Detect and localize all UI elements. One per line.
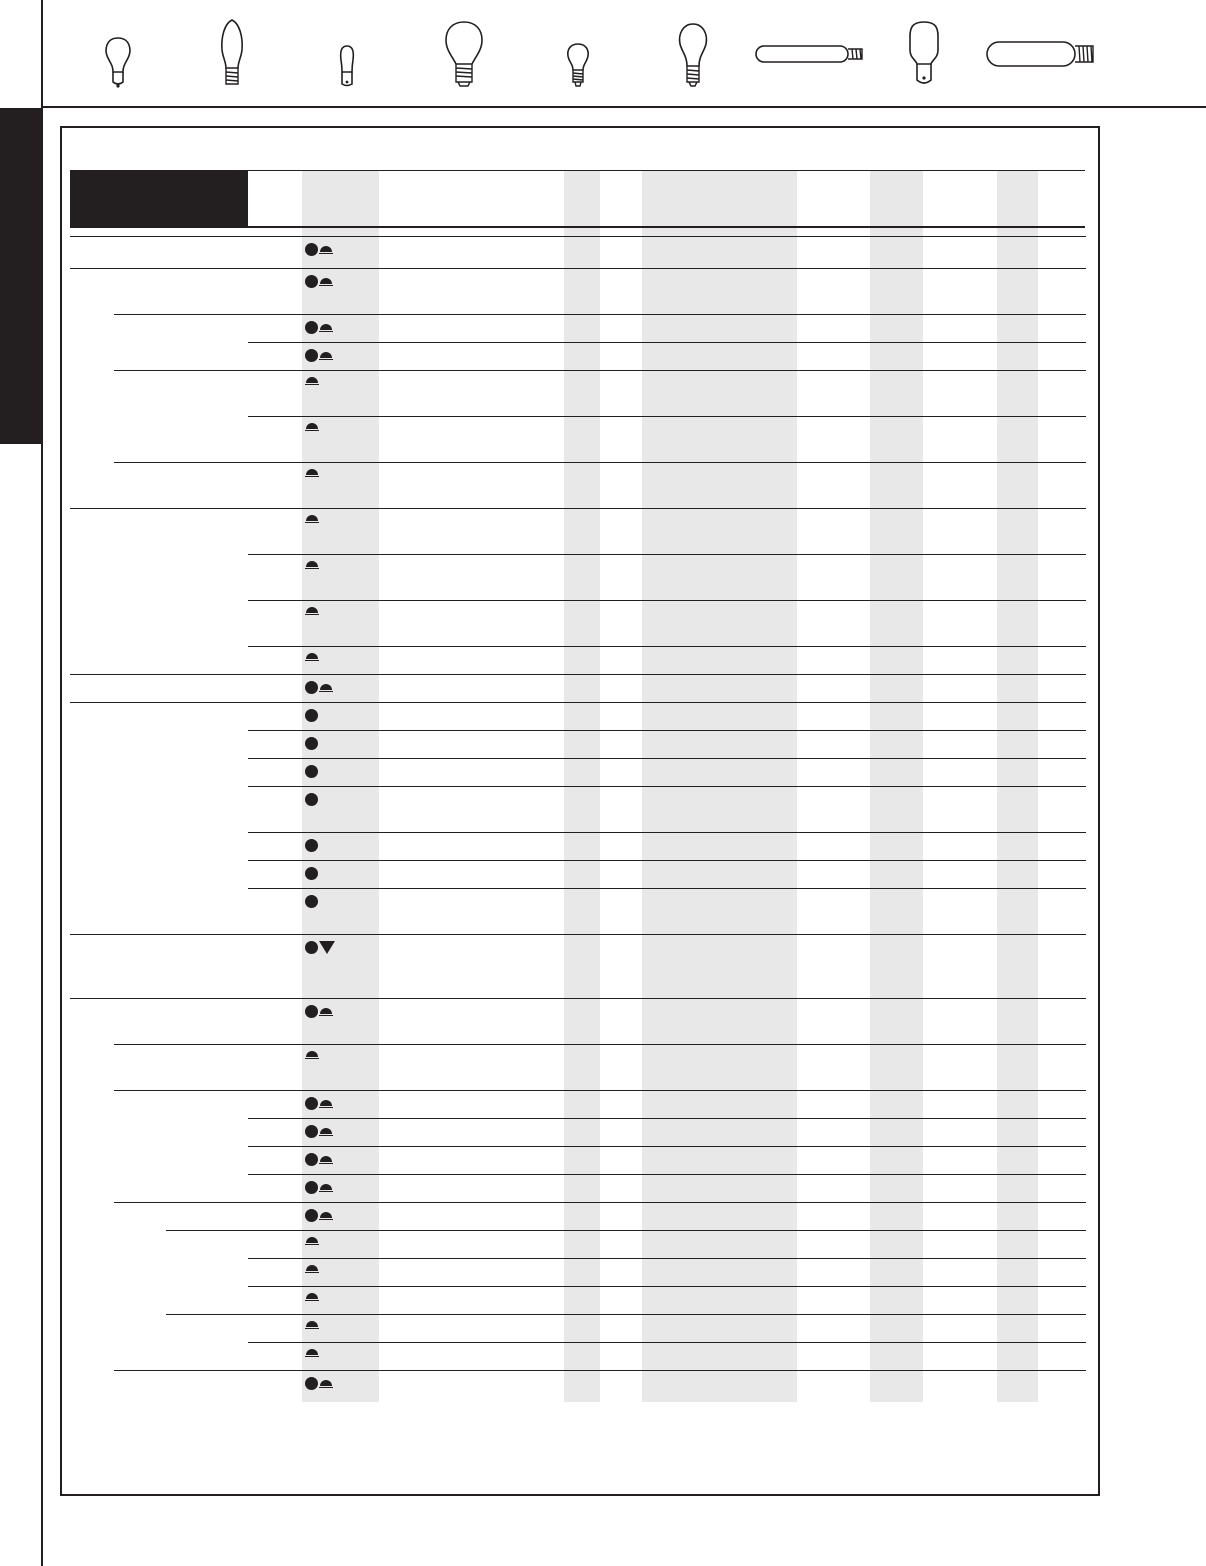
filled-circle-icon xyxy=(305,941,318,954)
row-symbols xyxy=(305,941,335,954)
row-separator xyxy=(114,1090,1086,1091)
row-symbols xyxy=(305,793,318,806)
dome-icon xyxy=(319,246,333,254)
filled-circle-icon xyxy=(305,1005,318,1018)
dome-icon xyxy=(305,1051,319,1059)
dome-icon xyxy=(319,1380,333,1388)
row-separator xyxy=(248,1286,1086,1287)
row-symbols xyxy=(305,1125,333,1138)
large-pear-bulb-icon xyxy=(440,16,488,90)
filled-circle-icon xyxy=(305,1097,318,1110)
row-symbols xyxy=(305,1097,333,1110)
dome-icon xyxy=(319,1212,333,1220)
row-symbols xyxy=(305,1265,319,1273)
row-separator xyxy=(70,268,1086,269)
tubular-small-screw-bulb-icon xyxy=(754,16,868,90)
row-separator xyxy=(114,1202,1086,1203)
row-symbols xyxy=(305,839,318,852)
row-separator xyxy=(248,342,1086,343)
dome-icon xyxy=(319,324,333,332)
filled-circle-icon xyxy=(305,765,318,778)
table-header-rule xyxy=(70,226,1085,228)
row-separator xyxy=(114,462,1086,463)
row-separator xyxy=(166,1314,1086,1315)
row-symbols xyxy=(305,1181,333,1194)
row-symbols xyxy=(305,321,333,334)
row-symbols xyxy=(305,1293,319,1301)
row-separator xyxy=(248,646,1086,647)
dome-icon xyxy=(319,352,333,360)
row-symbols xyxy=(305,607,319,615)
row-separator xyxy=(248,1146,1086,1147)
row-separator xyxy=(114,314,1086,315)
row-symbols xyxy=(305,515,319,523)
filled-circle-icon xyxy=(305,867,318,880)
dome-icon xyxy=(305,1293,319,1301)
filled-circle-icon xyxy=(305,275,318,288)
a-type-bulb-icon xyxy=(674,16,712,90)
row-separator xyxy=(248,1258,1086,1259)
row-separator xyxy=(248,554,1086,555)
bayonet-tall-bulb-icon xyxy=(906,16,942,90)
row-symbols xyxy=(305,653,319,661)
row-separator xyxy=(70,998,1086,999)
row-symbols xyxy=(305,1005,333,1018)
filled-circle-icon xyxy=(305,1181,318,1194)
row-separator xyxy=(70,934,1086,935)
filled-circle-icon xyxy=(305,243,318,256)
dome-icon xyxy=(305,1265,319,1273)
row-symbols xyxy=(305,1051,319,1059)
row-separator xyxy=(248,1174,1086,1175)
row-symbols xyxy=(305,709,318,722)
dome-icon xyxy=(319,1008,333,1016)
row-separator xyxy=(114,370,1086,371)
row-separator xyxy=(70,674,1086,675)
dome-icon xyxy=(305,1321,319,1329)
row-separator xyxy=(114,1044,1086,1045)
row-symbols xyxy=(305,275,333,288)
row-separator xyxy=(248,416,1086,417)
small-pear-bulb-icon xyxy=(562,16,594,90)
row-separator xyxy=(114,1370,1086,1371)
filled-circle-icon xyxy=(305,1377,318,1390)
row-symbols xyxy=(305,561,319,569)
dome-icon xyxy=(319,1128,333,1136)
filled-circle-icon xyxy=(305,793,318,806)
row-symbols xyxy=(305,765,318,778)
filled-circle-icon xyxy=(305,1153,318,1166)
row-separator xyxy=(70,508,1086,509)
row-symbols xyxy=(305,349,333,362)
row-symbols xyxy=(305,1349,319,1357)
row-separator xyxy=(70,236,1086,237)
row-separator xyxy=(248,888,1086,889)
filled-circle-icon xyxy=(305,349,318,362)
row-separator xyxy=(248,730,1086,731)
row-symbols xyxy=(305,243,333,256)
down-triangle-icon xyxy=(319,941,335,954)
row-symbols xyxy=(305,737,318,750)
section-tab xyxy=(0,108,42,444)
tubular-medium-screw-bulb-icon xyxy=(985,16,1099,90)
row-separator xyxy=(166,1230,1086,1231)
row-separator xyxy=(248,1118,1086,1119)
dome-icon xyxy=(319,1156,333,1164)
row-symbols xyxy=(305,867,318,880)
bayonet-round-bulb-icon xyxy=(100,16,136,90)
row-symbols xyxy=(305,681,333,694)
dome-icon xyxy=(305,1349,319,1357)
dome-icon xyxy=(305,561,319,569)
dome-icon xyxy=(305,1237,319,1245)
dome-icon xyxy=(319,1184,333,1192)
row-symbols xyxy=(305,377,319,385)
dome-icon xyxy=(305,515,319,523)
row-symbols xyxy=(305,1377,333,1390)
dome-icon xyxy=(305,469,319,477)
dome-icon xyxy=(305,377,319,385)
filled-circle-icon xyxy=(305,681,318,694)
row-symbols xyxy=(305,1321,319,1329)
dome-icon xyxy=(305,607,319,615)
row-separator xyxy=(248,1342,1086,1343)
row-symbols xyxy=(305,1209,333,1222)
dome-icon xyxy=(319,278,333,286)
row-symbols xyxy=(305,895,318,908)
row-separator xyxy=(248,832,1086,833)
row-separator xyxy=(248,600,1086,601)
filled-circle-icon xyxy=(305,321,318,334)
row-symbols xyxy=(305,1237,319,1245)
filled-circle-icon xyxy=(305,895,318,908)
row-separator xyxy=(248,758,1086,759)
dome-icon xyxy=(305,653,319,661)
row-separator xyxy=(70,702,1086,703)
dome-icon xyxy=(319,1100,333,1108)
dome-icon xyxy=(319,684,333,692)
flame-tip-bulb-icon xyxy=(214,16,250,90)
filled-circle-icon xyxy=(305,709,318,722)
small-bayonet-bulb-icon xyxy=(332,16,362,90)
dome-icon xyxy=(305,423,319,431)
row-separator xyxy=(248,860,1086,861)
row-symbols xyxy=(305,423,319,431)
filled-circle-icon xyxy=(305,1209,318,1222)
filled-circle-icon xyxy=(305,839,318,852)
row-symbols xyxy=(305,469,319,477)
header-rule xyxy=(41,106,1206,108)
row-symbols xyxy=(305,1153,333,1166)
row-separator xyxy=(248,786,1086,787)
table-header-block xyxy=(70,171,248,226)
filled-circle-icon xyxy=(305,1125,318,1138)
filled-circle-icon xyxy=(305,737,318,750)
